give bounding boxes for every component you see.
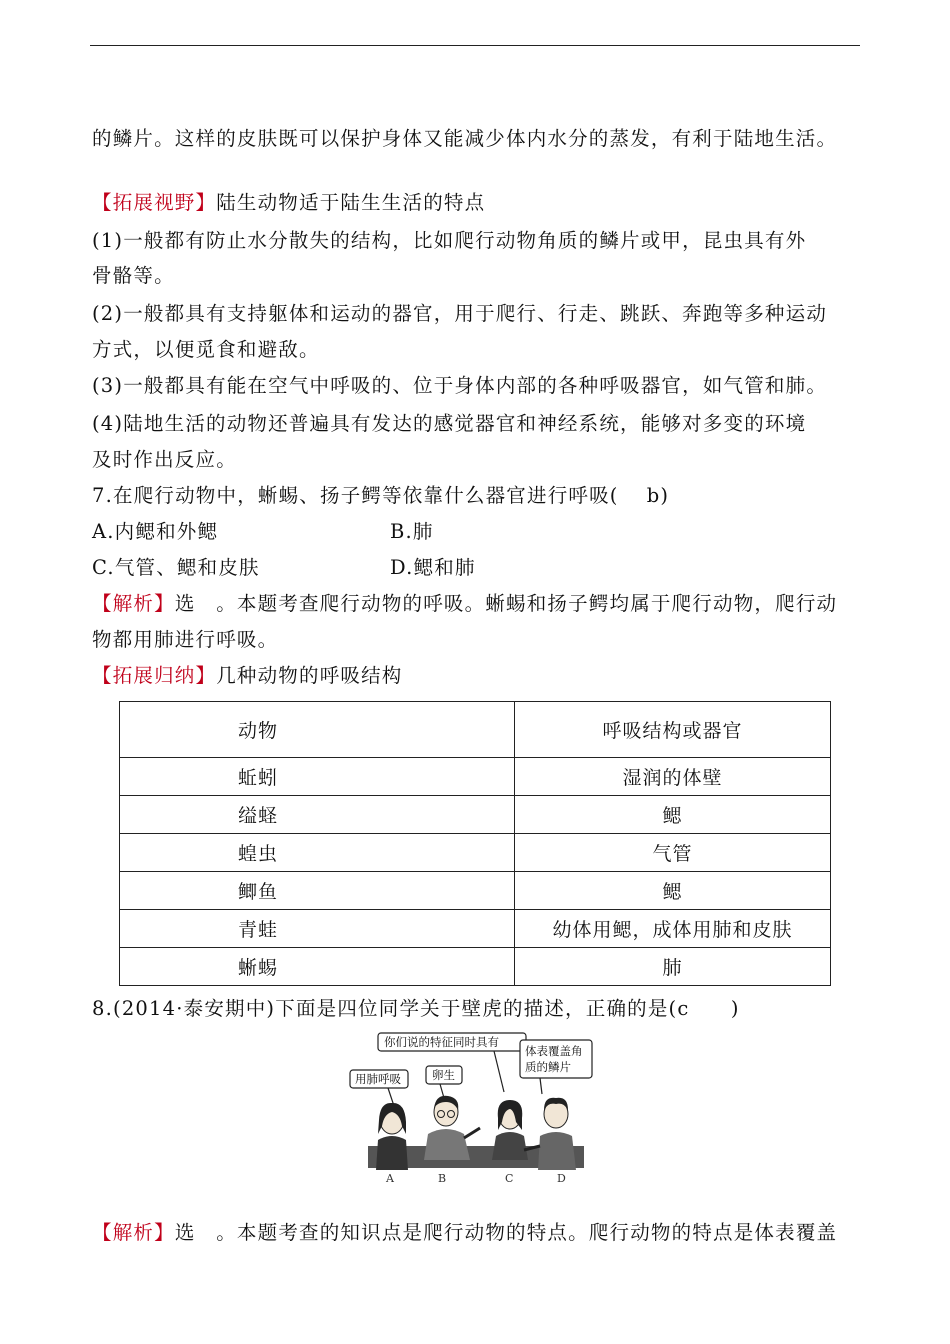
table-row bbox=[120, 872, 831, 910]
paragraph-line: 的鳞片。这样的皮肤既可以保护身体又能减少体内水分的蒸发，有利于陆地生活。 bbox=[92, 127, 838, 150]
point-4-line-b: 及时作出反应。 bbox=[92, 448, 237, 471]
table-cell: 鳃 bbox=[515, 872, 831, 910]
bubble-b-text: 卵生 bbox=[432, 1068, 455, 1082]
table-cell: 鲫鱼 bbox=[120, 872, 515, 910]
header-rule bbox=[90, 45, 860, 46]
table-cell: 鳃 bbox=[515, 796, 831, 834]
option-a: A.内鳃和外鳃 bbox=[92, 520, 219, 543]
table-cell: 蝗虫 bbox=[120, 834, 515, 872]
point-2-line-a: (2)一般都具有支持躯体和运动的器官，用于爬行、行走、跳跃、奔跑等多种运动 bbox=[92, 302, 828, 325]
label-d: D bbox=[557, 1172, 566, 1185]
table-row bbox=[120, 834, 831, 872]
table-header-cell: 动物 bbox=[120, 702, 515, 758]
speech-bubble-a bbox=[350, 1070, 408, 1106]
bubble-d-text-2: 质的鳞片 bbox=[525, 1060, 571, 1074]
extension-title: 陆生动物适于陆生生活的特点 bbox=[216, 191, 486, 214]
student-a-figure bbox=[376, 1103, 408, 1170]
analysis-7-line-a bbox=[92, 592, 837, 616]
table-header-row bbox=[120, 702, 831, 758]
option-b: B.肺 bbox=[390, 520, 434, 543]
option-d: D.鳃和肺 bbox=[390, 556, 476, 579]
analysis-8-line bbox=[92, 1221, 837, 1245]
bubble-a-text: 用肺呼吸 bbox=[355, 1072, 401, 1086]
extension-tag: 【拓展视野】 bbox=[92, 191, 217, 214]
bubble-c-text: 你们说的特征同时具有 bbox=[384, 1035, 499, 1049]
table-cell: 蚯蚓 bbox=[120, 758, 515, 796]
question-8: 8.(2014·泰安期中)下面是四位同学关于壁虎的描述，正确的是(c ) bbox=[92, 997, 740, 1020]
respiration-table bbox=[119, 701, 831, 986]
analysis-tag: 【解析】 bbox=[92, 1221, 175, 1244]
table-header-cell: 呼吸结构或器官 bbox=[515, 702, 831, 758]
analysis-text: 选 。本题考查爬行动物的呼吸。蜥蜴和扬子鳄均属于爬行动物，爬行动 bbox=[174, 592, 838, 615]
point-1-line-a: (1)一般都有防止水分散失的结构，比如爬行动物角质的鳞片或甲，昆虫具有外 bbox=[92, 229, 807, 252]
extension-tag: 【拓展归纳】 bbox=[92, 664, 217, 687]
label-a: A bbox=[386, 1172, 394, 1185]
student-c-figure bbox=[492, 1100, 528, 1160]
students-illustration bbox=[344, 1030, 606, 1186]
label-c: C bbox=[505, 1172, 514, 1185]
point-2-line-b: 方式，以便觅食和避敌。 bbox=[92, 338, 320, 361]
extension-heading-2 bbox=[92, 664, 403, 688]
point-3-line: (3)一般都具有能在空气中呼吸的、位于身体内部的各种呼吸器官，如气管和肺。 bbox=[92, 374, 828, 397]
point-1-line-b: 骨骼等。 bbox=[92, 264, 175, 287]
extension-heading-1 bbox=[92, 191, 485, 215]
analysis-tag: 【解析】 bbox=[92, 592, 175, 615]
speech-bubble-b bbox=[426, 1066, 462, 1098]
point-4-line-a: (4)陆地生活的动物还普遍具有发达的感觉器官和神经系统，能够对多变的环境 bbox=[92, 412, 807, 435]
speech-bubble-d bbox=[520, 1040, 592, 1094]
bubble-d-text-1: 体表覆盖角 bbox=[525, 1044, 583, 1058]
extension-title: 几种动物的呼吸结构 bbox=[216, 664, 403, 687]
table-cell: 蜥蜴 bbox=[120, 948, 515, 986]
table-row bbox=[120, 758, 831, 796]
table-cell: 青蛙 bbox=[120, 910, 515, 948]
table-cell: 缢蛏 bbox=[120, 796, 515, 834]
table-cell: 气管 bbox=[515, 834, 831, 872]
table-cell: 幼体用鳃，成体用肺和皮肤 bbox=[515, 910, 831, 948]
table-row bbox=[120, 948, 831, 986]
analysis-text: 选 。本题考查的知识点是爬行动物的特点。爬行动物的特点是体表覆盖 bbox=[174, 1221, 838, 1244]
table-row bbox=[120, 796, 831, 834]
question-7: 7.在爬行动物中，蜥蜴、扬子鳄等依靠什么器官进行呼吸( b) bbox=[92, 484, 670, 507]
table-cell: 肺 bbox=[515, 948, 831, 986]
label-b: B bbox=[438, 1172, 447, 1185]
option-c: C.气管、鳃和皮肤 bbox=[92, 556, 260, 579]
analysis-7-line-b: 物都用肺进行呼吸。 bbox=[92, 628, 279, 651]
table-cell: 湿润的体壁 bbox=[515, 758, 831, 796]
table-row bbox=[120, 910, 831, 948]
